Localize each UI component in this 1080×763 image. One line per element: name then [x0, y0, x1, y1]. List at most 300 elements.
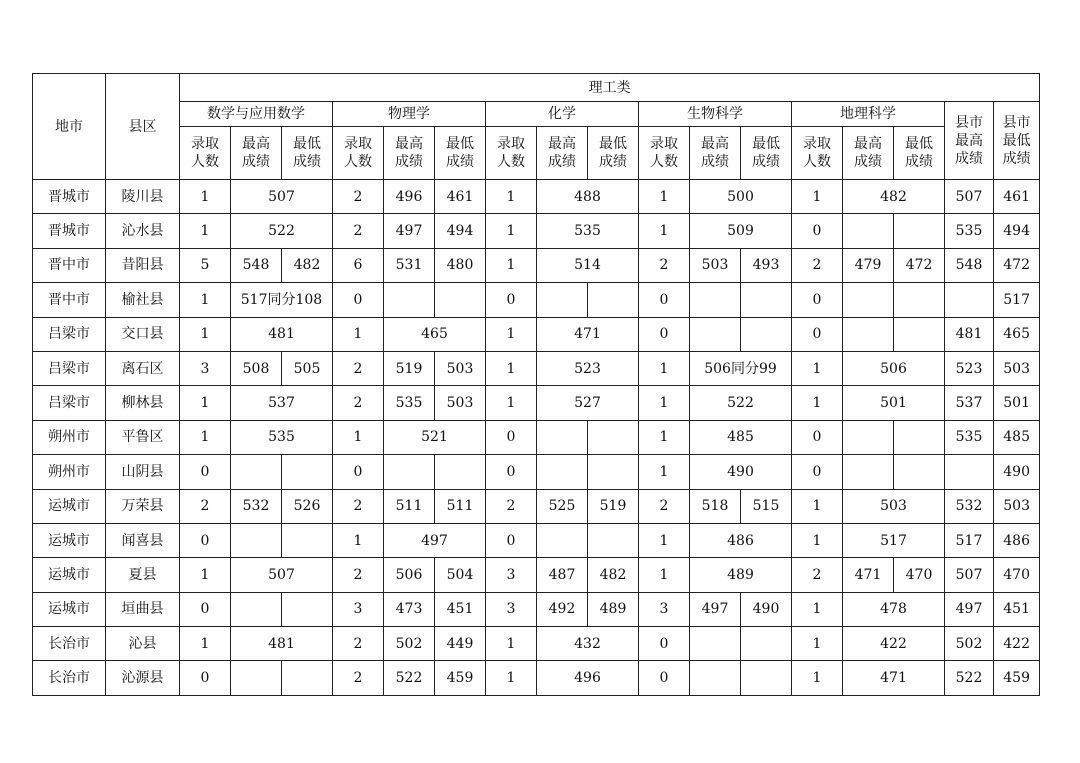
min-score-cell — [588, 283, 639, 317]
admit-count-cell: 0 — [180, 592, 231, 626]
merged-score-cell: 507 — [231, 558, 333, 592]
min-score-cell — [435, 283, 486, 317]
admit-count-cell: 1 — [639, 351, 690, 385]
city-cell: 晋城市 — [33, 180, 106, 214]
county-min-cell: 517 — [994, 283, 1040, 317]
county-cell: 柳林县 — [106, 386, 180, 420]
subheader-admit-line2: 人数 — [803, 154, 831, 170]
county-min-cell: 472 — [994, 248, 1040, 282]
county-cell: 垣曲县 — [106, 592, 180, 626]
admit-count-cell: 1 — [639, 386, 690, 420]
admit-count-cell: 1 — [486, 214, 537, 248]
merged-score-cell: 486 — [690, 523, 792, 557]
county-max-cell — [945, 283, 994, 317]
merged-score-cell: 507 — [231, 180, 333, 214]
city-cell: 运城市 — [33, 592, 106, 626]
county-max-cell — [945, 455, 994, 489]
admit-count-cell: 0 — [486, 283, 537, 317]
min-score-cell — [435, 455, 486, 489]
admit-count-cell: 0 — [792, 455, 843, 489]
admit-count-cell: 1 — [639, 180, 690, 214]
admit-count-cell: 1 — [333, 420, 384, 454]
header-county-max-line1: 县市 — [955, 114, 983, 131]
admit-count-cell: 1 — [180, 558, 231, 592]
max-score-cell: 497 — [384, 214, 435, 248]
min-score-cell — [741, 661, 792, 695]
admit-count-cell: 1 — [792, 592, 843, 626]
admit-count-cell: 1 — [639, 214, 690, 248]
header-county-min-line3: 成绩 — [1002, 150, 1031, 167]
max-score-cell — [384, 283, 435, 317]
admit-count-cell: 2 — [333, 351, 384, 385]
merged-score-cell: 481 — [231, 317, 333, 351]
county-cell: 榆社县 — [106, 283, 180, 317]
admit-count-cell: 3 — [486, 592, 537, 626]
admit-count-cell: 1 — [639, 420, 690, 454]
min-score-cell: 494 — [435, 214, 486, 248]
county-cell: 夏县 — [106, 558, 180, 592]
admit-count-cell: 1 — [333, 523, 384, 557]
merged-score-cell: 488 — [537, 180, 639, 214]
county-max-cell: 535 — [945, 420, 994, 454]
admit-count-cell: 1 — [180, 283, 231, 317]
max-score-cell — [843, 317, 894, 351]
admit-count-cell: 1 — [639, 558, 690, 592]
admit-count-cell: 2 — [333, 386, 384, 420]
merged-score-cell: 535 — [231, 420, 333, 454]
min-score-cell: 461 — [435, 180, 486, 214]
min-score-cell: 493 — [741, 248, 792, 282]
header-county-min — [994, 102, 1040, 180]
admit-count-cell: 2 — [639, 248, 690, 282]
merged-score-cell: 471 — [537, 317, 639, 351]
city-cell: 吕梁市 — [33, 351, 106, 385]
subheader-admit-line2: 人数 — [497, 154, 525, 170]
subheader-min-line2: 成绩 — [446, 154, 474, 170]
max-score-cell — [843, 420, 894, 454]
table-row — [33, 627, 1040, 661]
admit-count-cell: 0 — [639, 627, 690, 661]
subheader-admit-0 — [180, 127, 231, 180]
min-score-cell: 519 — [588, 489, 639, 523]
subheader-admit-3 — [639, 127, 690, 180]
max-score-cell: 503 — [690, 248, 741, 282]
min-score-cell — [282, 592, 333, 626]
table-row — [33, 523, 1040, 557]
max-score-cell — [537, 283, 588, 317]
table-row — [33, 351, 1040, 385]
county-cell: 交口县 — [106, 317, 180, 351]
merged-score-cell: 485 — [690, 420, 792, 454]
city-cell: 晋中市 — [33, 283, 106, 317]
admit-count-cell: 1 — [792, 351, 843, 385]
admit-count-cell: 0 — [792, 317, 843, 351]
max-score-cell: 532 — [231, 489, 282, 523]
admit-count-cell: 1 — [792, 627, 843, 661]
admit-count-cell: 0 — [180, 661, 231, 695]
county-max-cell: 535 — [945, 214, 994, 248]
max-score-cell: 525 — [537, 489, 588, 523]
city-cell: 长治市 — [33, 627, 106, 661]
admit-count-cell: 6 — [333, 248, 384, 282]
admit-count-cell: 1 — [333, 317, 384, 351]
max-score-cell: 506 — [384, 558, 435, 592]
subheader-max-1 — [384, 127, 435, 180]
table-row — [33, 180, 1040, 214]
min-score-cell — [741, 627, 792, 661]
county-min-cell: 422 — [994, 627, 1040, 661]
county-max-cell: 523 — [945, 351, 994, 385]
city-cell: 运城市 — [33, 558, 106, 592]
max-score-cell — [690, 317, 741, 351]
city-cell: 朔州市 — [33, 420, 106, 454]
county-min-cell: 490 — [994, 455, 1040, 489]
admit-count-cell: 1 — [486, 627, 537, 661]
admit-count-cell: 1 — [639, 455, 690, 489]
county-max-cell: 507 — [945, 558, 994, 592]
subheader-min-line1: 最低 — [905, 136, 933, 152]
table-row — [33, 420, 1040, 454]
county-cell: 沁县 — [106, 627, 180, 661]
table-row — [33, 661, 1040, 695]
admit-count-cell: 2 — [333, 627, 384, 661]
merged-score-cell: 537 — [231, 386, 333, 420]
subheader-max-line2: 成绩 — [854, 154, 882, 170]
min-score-cell: 511 — [435, 489, 486, 523]
county-min-cell: 465 — [994, 317, 1040, 351]
city-cell: 运城市 — [33, 523, 106, 557]
admit-count-cell: 0 — [639, 317, 690, 351]
max-score-cell: 479 — [843, 248, 894, 282]
max-score-cell — [537, 523, 588, 557]
table-row — [33, 386, 1040, 420]
max-score-cell — [690, 661, 741, 695]
header-category: 理工类 — [180, 74, 1040, 102]
admit-count-cell: 1 — [180, 420, 231, 454]
min-score-cell — [588, 523, 639, 557]
merged-score-cell: 496 — [537, 661, 639, 695]
admit-count-cell: 2 — [333, 489, 384, 523]
max-score-cell — [690, 627, 741, 661]
merged-score-cell: 503 — [843, 489, 945, 523]
subheader-admit-1 — [333, 127, 384, 180]
max-score-cell: 496 — [384, 180, 435, 214]
county-max-cell: 548 — [945, 248, 994, 282]
admission-score-table — [32, 73, 1040, 696]
admit-count-cell: 0 — [639, 661, 690, 695]
subheader-max-3 — [690, 127, 741, 180]
max-score-cell: 473 — [384, 592, 435, 626]
county-cell: 沁源县 — [106, 661, 180, 695]
county-max-cell: 507 — [945, 180, 994, 214]
merged-score-cell: 481 — [231, 627, 333, 661]
merged-score-cell: 522 — [231, 214, 333, 248]
admit-count-cell: 1 — [486, 248, 537, 282]
merged-score-cell: 501 — [843, 386, 945, 420]
min-score-cell — [894, 214, 945, 248]
max-score-cell: 518 — [690, 489, 741, 523]
min-score-cell — [588, 420, 639, 454]
admit-count-cell: 3 — [180, 351, 231, 385]
max-score-cell — [843, 283, 894, 317]
max-score-cell: 548 — [231, 248, 282, 282]
subheader-admit-line1: 录取 — [191, 136, 219, 152]
min-score-cell: 503 — [435, 386, 486, 420]
county-cell: 陵川县 — [106, 180, 180, 214]
city-cell: 吕梁市 — [33, 317, 106, 351]
admit-count-cell: 1 — [486, 386, 537, 420]
header-county-min-line1: 县市 — [1002, 114, 1031, 131]
merged-score-cell: 422 — [843, 627, 945, 661]
admit-count-cell: 1 — [180, 386, 231, 420]
county-cell: 平鲁区 — [106, 420, 180, 454]
admit-count-cell: 0 — [180, 523, 231, 557]
merged-score-cell: 535 — [537, 214, 639, 248]
county-cell: 闻喜县 — [106, 523, 180, 557]
min-score-cell: 449 — [435, 627, 486, 661]
max-score-cell — [384, 455, 435, 489]
merged-score-cell: 521 — [384, 420, 486, 454]
min-score-cell: 480 — [435, 248, 486, 282]
admit-count-cell: 2 — [333, 180, 384, 214]
max-score-cell: 511 — [384, 489, 435, 523]
city-cell: 晋中市 — [33, 248, 106, 282]
admit-count-cell: 0 — [333, 455, 384, 489]
admit-count-cell: 1 — [792, 180, 843, 214]
admit-count-cell: 0 — [180, 455, 231, 489]
admit-count-cell: 2 — [792, 248, 843, 282]
max-score-cell — [231, 661, 282, 695]
max-score-cell: 508 — [231, 351, 282, 385]
min-score-cell — [741, 317, 792, 351]
min-score-cell — [282, 455, 333, 489]
subheader-max-line1: 最高 — [395, 136, 423, 152]
table-row — [33, 489, 1040, 523]
admit-count-cell: 2 — [333, 661, 384, 695]
city-cell: 朔州市 — [33, 455, 106, 489]
max-score-cell: 502 — [384, 627, 435, 661]
max-score-cell — [537, 420, 588, 454]
merged-score-cell: 506 — [843, 351, 945, 385]
admit-count-cell: 0 — [792, 214, 843, 248]
max-score-cell: 471 — [843, 558, 894, 592]
min-score-cell: 482 — [282, 248, 333, 282]
min-score-cell: 451 — [435, 592, 486, 626]
admit-count-cell: 5 — [180, 248, 231, 282]
admit-count-cell: 3 — [333, 592, 384, 626]
merged-score-cell: 432 — [537, 627, 639, 661]
subheader-max-line2: 成绩 — [548, 154, 576, 170]
table-row — [33, 592, 1040, 626]
county-cell: 离石区 — [106, 351, 180, 385]
city-cell: 长治市 — [33, 661, 106, 695]
admit-count-cell: 1 — [639, 523, 690, 557]
subheader-min-line2: 成绩 — [752, 154, 780, 170]
merged-score-cell: 471 — [843, 661, 945, 695]
table-row — [33, 558, 1040, 592]
subheader-max-line2: 成绩 — [395, 154, 423, 170]
header-subject-math: 数学与应用数学 — [180, 102, 333, 127]
admit-count-cell: 1 — [792, 489, 843, 523]
subheader-max-line2: 成绩 — [242, 154, 270, 170]
county-cell: 沁水县 — [106, 214, 180, 248]
max-score-cell — [231, 592, 282, 626]
merged-score-cell: 506同分99 — [690, 351, 792, 385]
merged-score-cell: 489 — [690, 558, 792, 592]
header-subject-chemistry: 化学 — [486, 102, 639, 127]
min-score-cell: 482 — [588, 558, 639, 592]
subheader-min-line1: 最低 — [293, 136, 321, 152]
max-score-cell — [537, 455, 588, 489]
min-score-cell — [282, 523, 333, 557]
min-score-cell — [894, 420, 945, 454]
admit-count-cell: 1 — [792, 386, 843, 420]
merged-score-cell: 517 — [843, 523, 945, 557]
county-max-cell: 522 — [945, 661, 994, 695]
subheader-max-line1: 最高 — [854, 136, 882, 152]
min-score-cell: 515 — [741, 489, 792, 523]
admit-count-cell: 1 — [180, 180, 231, 214]
max-score-cell: 522 — [384, 661, 435, 695]
admit-count-cell: 1 — [486, 351, 537, 385]
merged-score-cell: 522 — [690, 386, 792, 420]
county-max-cell: 537 — [945, 386, 994, 420]
admit-count-cell: 2 — [333, 214, 384, 248]
table-row — [33, 248, 1040, 282]
subheader-min-3 — [741, 127, 792, 180]
admit-count-cell: 2 — [486, 489, 537, 523]
subheader-admit-4 — [792, 127, 843, 180]
subheader-max-0 — [231, 127, 282, 180]
subheader-min-line1: 最低 — [599, 136, 627, 152]
max-score-cell: 535 — [384, 386, 435, 420]
admit-count-cell: 1 — [180, 317, 231, 351]
min-score-cell: 526 — [282, 489, 333, 523]
subheader-admit-line2: 人数 — [191, 154, 219, 170]
admit-count-cell: 2 — [180, 489, 231, 523]
table-row — [33, 283, 1040, 317]
admit-count-cell: 0 — [792, 420, 843, 454]
merged-score-cell: 500 — [690, 180, 792, 214]
subheader-min-2 — [588, 127, 639, 180]
admit-count-cell: 2 — [792, 558, 843, 592]
admit-count-cell: 0 — [486, 420, 537, 454]
header-subject-geography: 地理科学 — [792, 102, 945, 127]
header-subject-biology: 生物科学 — [639, 102, 792, 127]
admit-count-cell: 2 — [333, 558, 384, 592]
merged-score-cell: 509 — [690, 214, 792, 248]
admit-count-cell: 1 — [486, 180, 537, 214]
subheader-max-line1: 最高 — [701, 136, 729, 152]
merged-score-cell: 527 — [537, 386, 639, 420]
county-min-cell: 470 — [994, 558, 1040, 592]
county-cell: 万荣县 — [106, 489, 180, 523]
county-min-cell: 503 — [994, 489, 1040, 523]
min-score-cell — [741, 283, 792, 317]
min-score-cell: 503 — [435, 351, 486, 385]
admit-count-cell: 1 — [792, 661, 843, 695]
county-max-cell: 517 — [945, 523, 994, 557]
admit-count-cell: 0 — [486, 523, 537, 557]
min-score-cell — [282, 661, 333, 695]
min-score-cell — [894, 317, 945, 351]
subheader-admit-line1: 录取 — [497, 136, 525, 152]
max-score-cell: 492 — [537, 592, 588, 626]
header-county-max-line2: 最高 — [955, 132, 983, 149]
county-min-cell: 486 — [994, 523, 1040, 557]
min-score-cell — [588, 455, 639, 489]
city-cell: 晋城市 — [33, 214, 106, 248]
county-min-cell: 503 — [994, 351, 1040, 385]
subheader-admit-line1: 录取 — [803, 136, 831, 152]
header-county-max — [945, 102, 994, 180]
subheader-admit-line1: 录取 — [344, 136, 372, 152]
subheader-max-2 — [537, 127, 588, 180]
max-score-cell — [843, 455, 894, 489]
admit-count-cell: 2 — [639, 489, 690, 523]
subheader-min-1 — [435, 127, 486, 180]
admit-count-cell: 1 — [486, 317, 537, 351]
min-score-cell: 470 — [894, 558, 945, 592]
admit-count-cell: 1 — [792, 523, 843, 557]
county-max-cell: 497 — [945, 592, 994, 626]
max-score-cell — [231, 455, 282, 489]
merged-score-cell: 490 — [690, 455, 792, 489]
header-county-max-line3: 成绩 — [955, 150, 983, 167]
table-row — [33, 317, 1040, 351]
county-max-cell: 502 — [945, 627, 994, 661]
subheader-min-line2: 成绩 — [599, 154, 627, 170]
county-min-cell: 485 — [994, 420, 1040, 454]
min-score-cell — [894, 455, 945, 489]
county-max-cell: 481 — [945, 317, 994, 351]
header-county: 县区 — [106, 74, 180, 180]
subheader-min-0 — [282, 127, 333, 180]
county-max-cell: 532 — [945, 489, 994, 523]
county-min-cell: 461 — [994, 180, 1040, 214]
city-cell: 吕梁市 — [33, 386, 106, 420]
subheader-min-4 — [894, 127, 945, 180]
subheader-admit-2 — [486, 127, 537, 180]
merged-score-cell: 482 — [843, 180, 945, 214]
subheader-admit-line2: 人数 — [650, 154, 678, 170]
merged-score-cell: 465 — [384, 317, 486, 351]
subheader-max-4 — [843, 127, 894, 180]
county-min-cell: 501 — [994, 386, 1040, 420]
admit-count-cell: 1 — [486, 661, 537, 695]
merged-score-cell: 497 — [384, 523, 486, 557]
subheader-admit-line2: 人数 — [344, 154, 372, 170]
header-county-min-line2: 最低 — [1002, 132, 1031, 149]
table-row — [33, 455, 1040, 489]
admit-count-cell: 0 — [486, 455, 537, 489]
subheader-max-line1: 最高 — [548, 136, 576, 152]
min-score-cell: 489 — [588, 592, 639, 626]
max-score-cell — [231, 523, 282, 557]
admit-count-cell: 3 — [639, 592, 690, 626]
merged-score-cell: 517同分108 — [231, 283, 333, 317]
max-score-cell: 519 — [384, 351, 435, 385]
city-cell: 运城市 — [33, 489, 106, 523]
merged-score-cell: 523 — [537, 351, 639, 385]
county-min-cell: 459 — [994, 661, 1040, 695]
county-cell: 山阴县 — [106, 455, 180, 489]
admit-count-cell: 1 — [180, 627, 231, 661]
merged-score-cell: 514 — [537, 248, 639, 282]
admit-count-cell: 3 — [486, 558, 537, 592]
max-score-cell — [690, 283, 741, 317]
header-subject-physics: 物理学 — [333, 102, 486, 127]
